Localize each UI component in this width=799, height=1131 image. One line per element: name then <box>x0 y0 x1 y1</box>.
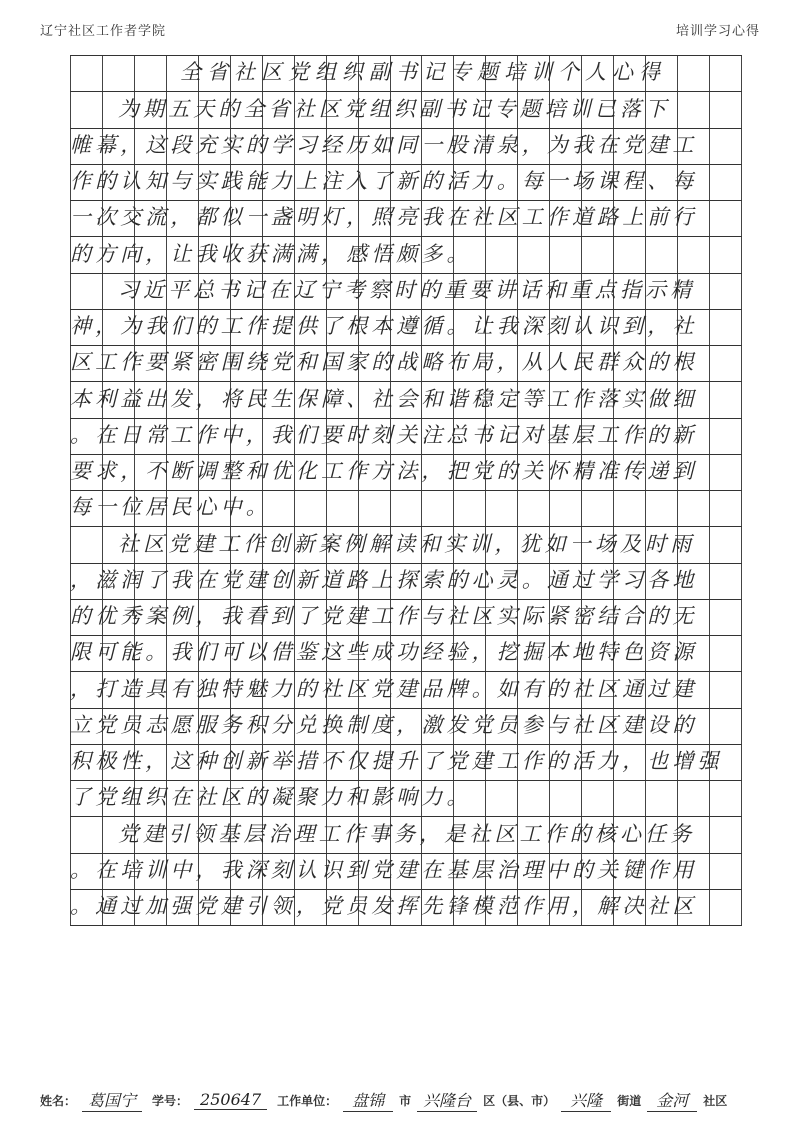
district-value: 兴隆台 <box>417 1088 477 1112</box>
manuscript-line <box>70 92 742 128</box>
manuscript-line <box>70 817 742 853</box>
manuscript-line <box>70 165 742 201</box>
handwritten-text: 作的认知与实践能力上注入了新的活力。每一场课程、每 <box>70 169 698 193</box>
manuscript-line <box>70 237 742 273</box>
manuscript-line <box>70 564 742 600</box>
handwritten-text: 为期五天的全省社区党组织副书记专题培训已落下 <box>118 96 671 121</box>
essay-title: 全省社区党组织副书记专题培训个人心得 <box>180 60 666 85</box>
city-value: 盘锦 <box>343 1088 393 1112</box>
manuscript-line <box>70 527 742 563</box>
name-label: 姓名： <box>40 1093 77 1108</box>
essay-title-row <box>70 56 742 92</box>
manuscript-line <box>70 600 742 636</box>
handwritten-text: 帷幕，这段充实的学习经历如同一股清泉，为我在党建工 <box>70 132 698 157</box>
manuscript-line <box>70 201 742 237</box>
handwritten-text: 的方向，让我收获满满，感悟颇多。 <box>70 241 472 266</box>
handwritten-text: 一次交流，都似一盏明灯，照亮我在社区工作道路上前行 <box>70 205 698 230</box>
handwritten-text: 。在日常工作中，我们要时刻关注总书记对基层工作的新 <box>70 422 698 447</box>
student-id-value: 250647 <box>194 1090 267 1110</box>
community-value: 金河 <box>647 1088 697 1112</box>
city-label: 市 <box>399 1093 412 1108</box>
manuscript-line <box>70 890 742 926</box>
manuscript-line <box>70 382 742 418</box>
manuscript-line <box>70 455 742 491</box>
handwritten-text: 每一位居民心中。 <box>70 495 271 520</box>
handwritten-text: ，滋润了我在党建创新道路上探索的心灵。通过学习各地 <box>70 567 698 592</box>
page-header <box>40 18 760 40</box>
manuscript-line <box>70 274 742 310</box>
manuscript-line <box>70 310 742 346</box>
handwritten-text: 神，为我们的工作提供了根本遵循。让我深刻认识到，社 <box>70 314 698 338</box>
manuscript-line <box>70 346 742 382</box>
street-value: 兴隆 <box>561 1088 611 1112</box>
header-school-name: 辽宁社区工作者学院 <box>40 23 167 39</box>
handwritten-text: 要求，不断调整和优化工作方法，把党的关怀精准传递到 <box>70 459 698 483</box>
handwritten-text: 本利益出发，将民生保障、社会和谐稳定等工作落实做细 <box>70 386 698 411</box>
manuscript-line <box>70 709 742 745</box>
footer-info <box>40 1085 765 1115</box>
manuscript-line <box>70 781 742 817</box>
handwritten-text: ，打造具有独特魅力的社区党建品牌。如有的社区通过建 <box>70 676 698 701</box>
manuscript-line <box>70 129 742 165</box>
manuscript-line <box>70 419 742 455</box>
community-label: 社区 <box>703 1093 728 1108</box>
handwritten-text: 了党组织在社区的凝聚力和影响力。 <box>70 785 472 810</box>
handwritten-text: 社区党建工作创新案例解读和实训，犹如一场及时雨 <box>118 531 696 556</box>
student-id-label: 学号： <box>152 1093 189 1108</box>
work-unit-label: 工作单位： <box>277 1093 338 1108</box>
handwritten-text: 限可能。我们可以借鉴这些成功经验，挖掘本地特色资源 <box>70 640 698 665</box>
handwritten-text: 习近平总书记在辽宁考察时的重要讲话和重点指示精 <box>118 277 696 302</box>
name-value: 葛国宁 <box>82 1088 142 1112</box>
manuscript-line <box>70 854 742 890</box>
district-label: 区（县、市） <box>483 1093 556 1108</box>
manuscript-grid <box>70 55 742 1070</box>
street-label: 街道 <box>617 1093 642 1108</box>
manuscript-line <box>70 491 742 527</box>
handwritten-text: 。在培训中，我深刻认识到党建在基层治理中的关键作用 <box>70 857 698 882</box>
handwritten-text: 的优秀案例，我看到了党建工作与社区实际紧密结合的无 <box>70 604 698 628</box>
handwritten-text: 积极性，这种创新举措不仅提升了党建工作的活力，也增强 <box>70 749 723 773</box>
handwritten-text: 党建引领基层治理工作事务，是社区工作的核心任务 <box>118 821 696 846</box>
manuscript-line <box>70 672 742 708</box>
handwritten-text: 立党员志愿服务积分兑换制度，激发党员参与社区建设的 <box>70 712 698 737</box>
manuscript-line <box>70 745 742 781</box>
handwritten-text: 。通过加强党建引领，党员发挥先锋模范作用，解决社区 <box>70 894 698 918</box>
header-doc-type: 培训学习心得 <box>675 23 760 39</box>
manuscript-line <box>70 636 742 672</box>
handwritten-text: 区工作要紧密围绕党和国家的战略布局，从人民群众的根 <box>70 350 698 375</box>
